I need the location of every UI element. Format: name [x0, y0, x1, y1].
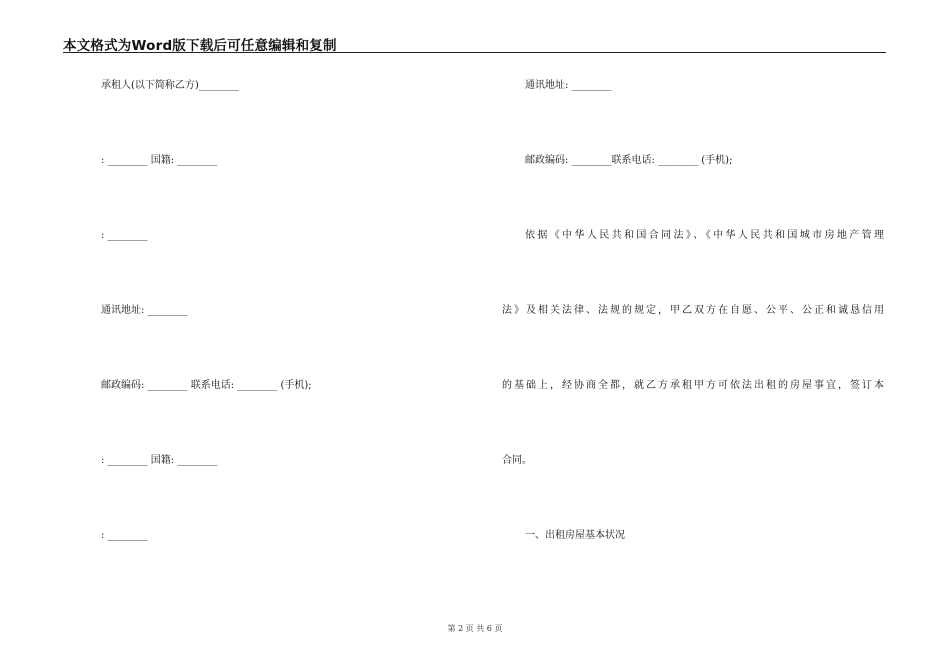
nationality-line: : ________ 国籍: ________ — [101, 155, 218, 166]
right-postal-phone-line: 邮政编码: ________联系电话: ________ (手机); — [525, 155, 733, 166]
postal-phone-line: 邮政编码: ________ 联系电话: ________ (手机); — [101, 380, 312, 391]
tenant-label-line: 承租人(以下简称乙方)________ — [101, 80, 239, 91]
legal-basis-line-3: 的基础上，经协商全都，就乙方承租甲方可依法出租的房屋事宜，签订本 — [502, 380, 884, 391]
address-line: 通讯地址: ________ — [101, 305, 188, 316]
blank-field-line: : ________ — [101, 230, 148, 241]
legal-basis-line-2: 法》及相关法律、法规的规定，甲乙双方在自愿、公平、公正和诚恳信用 — [502, 305, 884, 316]
legal-basis-line-1: 依据《中华人民共和国合同法》、《中华人民共和国城市房地产管理 — [525, 230, 884, 241]
page-header — [63, 32, 886, 53]
legal-basis-line-4: 合同。 — [502, 455, 532, 466]
section-heading: 一、出租房屋基本状况 — [525, 530, 625, 541]
header-title: 本文格式为Word版下载后可任意编辑和复制 — [63, 38, 337, 54]
nationality-line-2: : ________ 国籍: ________ — [101, 455, 218, 466]
blank-field-line-2: : ________ — [101, 530, 148, 541]
page-footer: 第 2 页 共 6 页 — [447, 624, 503, 633]
right-address-line: 通讯地址: ________ — [525, 80, 612, 91]
